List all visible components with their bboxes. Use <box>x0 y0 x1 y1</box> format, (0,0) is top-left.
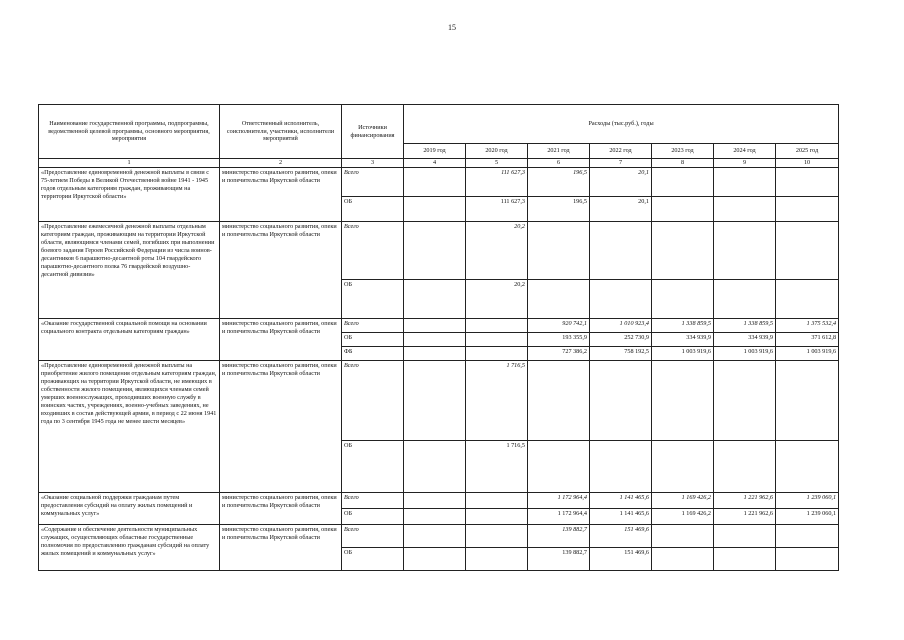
column-number: 10 <box>776 159 839 168</box>
header-executor: Ответственный исполнитель, соисполнители, участники, исполнители мероприятий <box>220 105 342 159</box>
page-number: 15 <box>448 23 456 32</box>
header-sources: Источники финансирования <box>342 105 404 159</box>
amount-cell: 1 141 465,6 <box>590 508 652 524</box>
amount-cell <box>528 279 590 318</box>
table-row <box>39 492 839 508</box>
amount-cell: 1 338 859,5 <box>652 318 714 332</box>
amount-cell: 139 882,7 <box>528 547 590 570</box>
row-executor: министерство социального развития, опеки и попечительства Иркутской области <box>220 492 342 524</box>
amount-cell <box>466 318 528 332</box>
amount-cell <box>776 524 839 547</box>
amount-cell: 193 355,9 <box>528 332 590 346</box>
table-row <box>39 360 839 440</box>
amount-cell <box>404 547 466 570</box>
header-year: 2022 год <box>590 144 652 159</box>
row-name: «Содержание и обеспечение деятельности муниципальных служащих, осуществляющих областные государственные полномочия по предоставлению гражданам субсидий на оплату жилых помещений и коммунальных услуг» <box>39 524 220 570</box>
amount-cell <box>466 346 528 360</box>
column-number: 2 <box>220 159 342 168</box>
funding-source: ОБ <box>342 279 404 318</box>
amount-cell: 20,1 <box>590 196 652 221</box>
column-number: 1 <box>39 159 220 168</box>
header-year: 2023 год <box>652 144 714 159</box>
funding-source: ОБ <box>342 196 404 221</box>
amount-cell: 151 469,6 <box>590 547 652 570</box>
amount-cell <box>466 492 528 508</box>
row-name: «Предоставление ежемесячной денежной выплаты отдельным категориям граждан, проживающим на территории Иркутской области, являющимся членами семей, погибших при выполнении боевого задания Героев Российской Федерации из числа воинов-десантников 6 парашютно-десантной роты 104 гвардейского парашютно-десантного полка 76 гвардейской воздушно-десантной дивизии» <box>39 221 220 318</box>
amount-cell <box>528 440 590 492</box>
header-year: 2025 год <box>776 144 839 159</box>
column-number: 9 <box>714 159 776 168</box>
header-expenses: Расходы (тыс.руб.), годы <box>404 105 839 144</box>
amount-cell <box>652 524 714 547</box>
table-row <box>39 318 839 332</box>
row-executor: министерство социального развития, опеки и попечительства Иркутской области <box>220 318 342 360</box>
row-name: «Оказание государственной социальной помощи на основании социального контракта отдельным категориям граждан» <box>39 318 220 360</box>
amount-cell <box>590 360 652 440</box>
amount-cell: 139 882,7 <box>528 524 590 547</box>
amount-cell <box>404 332 466 346</box>
amount-cell: 111 627,3 <box>466 167 528 196</box>
amount-cell <box>714 221 776 279</box>
amount-cell: 111 627,3 <box>466 196 528 221</box>
amount-cell <box>404 318 466 332</box>
header-year: 2024 год <box>714 144 776 159</box>
row-executor: министерство социального развития, опеки и попечительства Иркутской области <box>220 524 342 570</box>
amount-cell <box>404 524 466 547</box>
funding-source: ОБ <box>342 440 404 492</box>
table-row <box>39 221 839 279</box>
amount-cell <box>776 221 839 279</box>
funding-source: Всего <box>342 167 404 196</box>
budget-table <box>38 104 839 571</box>
column-number: 3 <box>342 159 404 168</box>
amount-cell: 20,2 <box>466 221 528 279</box>
funding-source: Всего <box>342 221 404 279</box>
amount-cell <box>404 440 466 492</box>
amount-cell: 334 939,9 <box>652 332 714 346</box>
amount-cell <box>776 547 839 570</box>
amount-cell <box>590 221 652 279</box>
amount-cell: 334 939,9 <box>714 332 776 346</box>
amount-cell: 252 730,9 <box>590 332 652 346</box>
amount-cell: 1 169 426,2 <box>652 508 714 524</box>
column-number: 5 <box>466 159 528 168</box>
amount-cell: 196,5 <box>528 196 590 221</box>
header-name: Наименование государственной программы, подпрограммы, ведомственной целевой программы, основного мероприятия, мероприятия <box>39 105 220 159</box>
amount-cell <box>404 167 466 196</box>
funding-source: ОБ <box>342 332 404 346</box>
amount-cell: 1 141 465,6 <box>590 492 652 508</box>
amount-cell: 196,5 <box>528 167 590 196</box>
amount-cell <box>404 346 466 360</box>
amount-cell: 920 742,1 <box>528 318 590 332</box>
table-body <box>39 167 839 570</box>
funding-source: Всего <box>342 492 404 508</box>
amount-cell <box>776 440 839 492</box>
amount-cell <box>590 440 652 492</box>
amount-cell <box>776 167 839 196</box>
amount-cell <box>528 360 590 440</box>
amount-cell: 1 003 919,6 <box>714 346 776 360</box>
row-executor: министерство социального развития, опеки и попечительства Иркутской области <box>220 360 342 492</box>
amount-cell <box>466 332 528 346</box>
column-number: 8 <box>652 159 714 168</box>
amount-cell <box>466 547 528 570</box>
amount-cell <box>714 196 776 221</box>
table-row <box>39 167 839 196</box>
amount-cell: 1 003 919,6 <box>776 346 839 360</box>
funding-source: Всего <box>342 360 404 440</box>
amount-cell: 1 375 532,4 <box>776 318 839 332</box>
amount-cell: 1 716,5 <box>466 360 528 440</box>
funding-source: ОБ <box>342 547 404 570</box>
amount-cell <box>776 279 839 318</box>
amount-cell <box>714 524 776 547</box>
amount-cell: 1 169 426,2 <box>652 492 714 508</box>
amount-cell <box>714 167 776 196</box>
column-number: 6 <box>528 159 590 168</box>
amount-cell: 1 221 962,6 <box>714 492 776 508</box>
amount-cell: 727 386,2 <box>528 346 590 360</box>
amount-cell: 1 239 060,1 <box>776 508 839 524</box>
amount-cell <box>714 360 776 440</box>
table-row <box>39 524 839 547</box>
row-executor: министерство социального развития, опеки и попечительства Иркутской области <box>220 221 342 318</box>
row-name: «Предоставление единовременной денежной выплаты на приобретение жилого помещения отдельным категориям граждан, проживающих на территории Иркутской области, не имеющих в собственности жилого помещения, являющихся членами семей умерших военнослужащих, проходивших военную службу в воинских частях, учреждениях, военно-учебных заведениях, не входивших в состав действующей армии, в период с 22 июня 1941 года по 3 сентября 1945 года не менее шести месяцев» <box>39 360 220 492</box>
amount-cell: 1 338 859,5 <box>714 318 776 332</box>
amount-cell <box>404 279 466 318</box>
amount-cell <box>776 196 839 221</box>
amount-cell <box>590 279 652 318</box>
amount-cell <box>404 221 466 279</box>
column-number: 7 <box>590 159 652 168</box>
amount-cell <box>404 492 466 508</box>
amount-cell: 371 612,8 <box>776 332 839 346</box>
amount-cell <box>652 167 714 196</box>
amount-cell: 1 239 060,1 <box>776 492 839 508</box>
amount-cell: 1 010 923,4 <box>590 318 652 332</box>
amount-cell: 1 716,5 <box>466 440 528 492</box>
header-year: 2020 год <box>466 144 528 159</box>
amount-cell <box>776 360 839 440</box>
amount-cell <box>652 547 714 570</box>
amount-cell <box>652 196 714 221</box>
amount-cell <box>652 221 714 279</box>
amount-cell: 20,1 <box>590 167 652 196</box>
funding-source: ОБ <box>342 508 404 524</box>
amount-cell <box>652 440 714 492</box>
amount-cell: 151 469,6 <box>590 524 652 547</box>
amount-cell <box>714 440 776 492</box>
amount-cell <box>466 524 528 547</box>
amount-cell <box>652 279 714 318</box>
amount-cell: 1 172 964,4 <box>528 508 590 524</box>
funding-source: Всего <box>342 524 404 547</box>
header-year: 2019 год <box>404 144 466 159</box>
amount-cell <box>404 508 466 524</box>
amount-cell <box>528 221 590 279</box>
amount-cell: 20,2 <box>466 279 528 318</box>
amount-cell: 758 192,5 <box>590 346 652 360</box>
amount-cell <box>714 279 776 318</box>
column-number: 4 <box>404 159 466 168</box>
amount-cell: 1 172 964,4 <box>528 492 590 508</box>
row-executor: министерство социального развития, опеки и попечительства Иркутской области <box>220 167 342 221</box>
funding-source: ФБ <box>342 346 404 360</box>
funding-source: Всего <box>342 318 404 332</box>
amount-cell <box>404 360 466 440</box>
amount-cell: 1 221 962,6 <box>714 508 776 524</box>
row-name: «Оказание социальной поддержки гражданам путем предоставления субсидий на оплату жилых помещений и коммунальных услуг» <box>39 492 220 524</box>
header-year: 2021 год <box>528 144 590 159</box>
amount-cell <box>714 547 776 570</box>
amount-cell <box>652 360 714 440</box>
amount-cell: 1 003 919,6 <box>652 346 714 360</box>
amount-cell <box>404 196 466 221</box>
amount-cell <box>466 508 528 524</box>
row-name: «Предоставление единовременной денежной выплаты в связи с 75-летием Победы в Великой Отечественной войне 1941 - 1945 годов отдельным категориям граждан, проживающим на территории Иркутской области» <box>39 167 220 221</box>
